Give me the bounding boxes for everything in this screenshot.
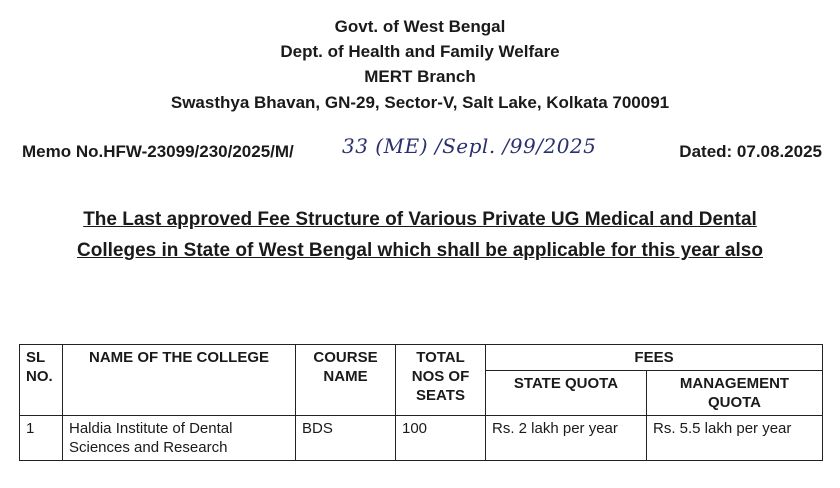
table-row (20, 416, 823, 461)
department-name: Dept. of Health and Family Welfare (280, 42, 560, 61)
cell-college-name: Haldia Institute of Dental Sciences and Research (63, 416, 296, 461)
header-sl-no: SL NO. (20, 345, 63, 416)
govt-name: Govt. of West Bengal (334, 17, 506, 36)
cell-sl: 1 (20, 416, 63, 461)
fee-structure-table (19, 344, 823, 461)
cell-management-quota: Rs. 5.5 lakh per year (647, 416, 823, 461)
cell-course: BDS (296, 416, 396, 461)
document-title (20, 204, 820, 266)
cell-state-quota: Rs. 2 lakh per year (486, 416, 647, 461)
table-header-row (20, 345, 823, 371)
header-college-name: NAME OF THE COLLEGE (63, 345, 296, 416)
handwritten-memo-suffix: 33 (ME) /Sepl. /99/2025 (342, 134, 597, 158)
header-course-name: COURSE NAME (296, 345, 396, 416)
memo-line (22, 134, 822, 168)
header-fees: FEES (486, 345, 823, 371)
header-state-quota: STATE QUOTA (486, 371, 647, 416)
header-management-quota: MANAGEMENT QUOTA (647, 371, 823, 416)
memo-date: Dated: 07.08.2025 (679, 142, 822, 161)
title-line-1: The Last approved Fee Structure of Various Private UG Medical and Dental (83, 209, 757, 230)
address: Swasthya Bhavan, GN-29, Sector-V, Salt Lake, Kolkata 700091 (170, 93, 670, 112)
cell-seats: 100 (396, 416, 486, 461)
branch-name: MERT Branch (364, 67, 476, 86)
header-total-seats: TOTAL NOS OF SEATS (396, 345, 486, 416)
letterhead (0, 14, 840, 115)
memo-number: Memo No.HFW-23099/230/2025/M/ (22, 142, 294, 161)
title-line-2: Colleges in State of West Bengal which shall be applicable for this year also (77, 240, 763, 261)
